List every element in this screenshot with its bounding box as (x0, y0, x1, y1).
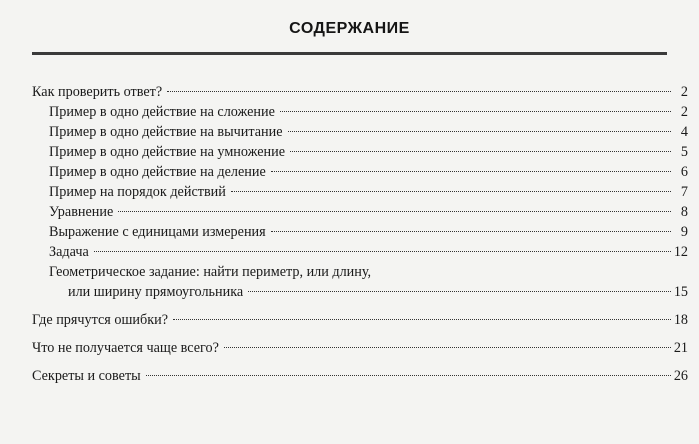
toc-entry-title: Выражение с единицами измерения (49, 224, 266, 240)
toc-entry-title: Пример в одно действие на деление (49, 164, 266, 180)
toc-entry-title: Что не получается чаще всего? (32, 340, 219, 356)
toc-page-number: 9 (680, 224, 688, 240)
toc-entry-equation (32, 202, 688, 222)
toc-entry-units-expression (32, 222, 688, 242)
toc-entry-secrets-tips (32, 366, 688, 386)
toc-entry-division (32, 162, 688, 182)
dot-leader (94, 251, 671, 252)
dot-leader (271, 231, 671, 232)
toc-entry-problem (32, 242, 688, 262)
toc-page-number: 6 (680, 164, 688, 180)
toc-entry-title-continued: или ширину прямоугольника (68, 284, 244, 300)
toc-page-number: 7 (680, 184, 688, 200)
toc-page-number: 2 (680, 84, 688, 100)
toc-entry-title: Секреты и советы (32, 368, 141, 384)
toc-entry-geometry-line1 (32, 262, 688, 282)
toc-page-number: 12 (673, 244, 688, 260)
dot-leader (288, 131, 671, 132)
toc-entry-title: Геометрическое задание: найти периметр, или длину, (49, 264, 372, 280)
toc-entry-common-failures (32, 338, 688, 358)
toc-entry-title: Где прячутся ошибки? (32, 312, 168, 328)
toc-entry-addition (32, 102, 688, 122)
toc-entry-hidden-errors (32, 310, 688, 330)
dot-leader (290, 151, 671, 152)
dot-leader (118, 211, 671, 212)
toc-entry-multiplication (32, 142, 688, 162)
toc-entry-title: Пример в одно действие на сложение (49, 104, 275, 120)
toc-entry-subtraction (32, 122, 688, 142)
toc-entry-title: Пример в одно действие на умножение (49, 144, 286, 160)
toc-entry-title: Как проверить ответ? (32, 84, 163, 100)
toc-entry-title: Задача (49, 244, 89, 260)
toc-entry-order-of-operations (32, 182, 688, 202)
dot-leader (146, 375, 671, 376)
toc-page-number: 18 (673, 312, 688, 328)
page-header (0, 0, 699, 54)
toc-entry-title: Пример на порядок действий (49, 184, 226, 200)
page-title: СОДЕРЖАНИЕ (289, 20, 410, 37)
dot-leader (280, 111, 671, 112)
toc-entry-geometry-line2 (32, 282, 688, 302)
table-of-contents (32, 82, 688, 386)
toc-page-number: 4 (680, 124, 688, 140)
dot-leader (224, 347, 671, 348)
header-rule (32, 52, 667, 55)
toc-entry-title: Уравнение (49, 204, 114, 220)
toc-page-number: 15 (673, 284, 688, 300)
dot-leader (167, 91, 671, 92)
toc-entry-title: Пример в одно действие на вычитание (49, 124, 283, 140)
toc-page-number: 21 (673, 340, 688, 356)
dot-leader (271, 171, 671, 172)
dot-leader (173, 319, 671, 320)
dot-leader (248, 291, 671, 292)
toc-page-number: 5 (680, 144, 688, 160)
toc-page-number: 2 (680, 104, 688, 120)
dot-leader (231, 191, 671, 192)
toc-page-number: 8 (680, 204, 688, 220)
toc-entry-check-answer (32, 82, 688, 102)
toc-page-number: 26 (673, 368, 688, 384)
